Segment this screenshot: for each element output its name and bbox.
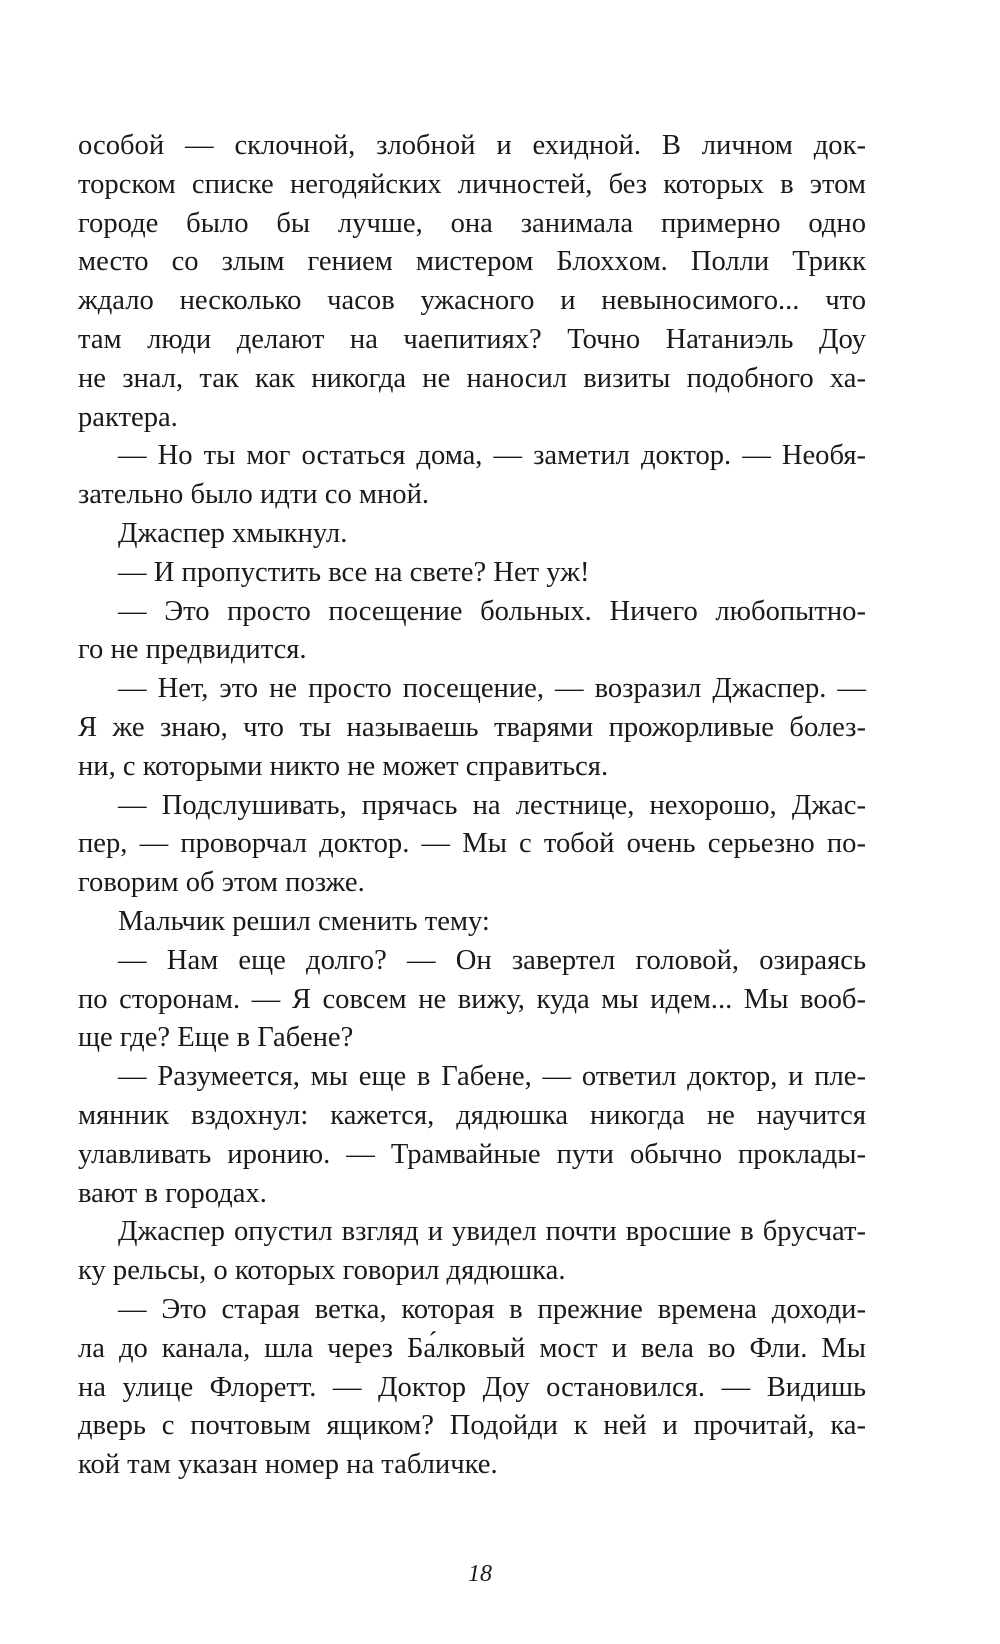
text-line: зательно было идти со мной. xyxy=(78,479,430,511)
text-line: по сторонам. — Я совсем не вижу, куда мы идем... Мы вооб- xyxy=(78,983,866,1015)
text-line: не знал, так как никогда не наносил визиты подобного ха- xyxy=(78,362,866,394)
text-line: говорим об этом позже. xyxy=(78,867,365,899)
text-line: — Нам еще долго? — Он завертел головой, озираясь xyxy=(118,944,866,976)
text-line: рактера. xyxy=(78,401,178,433)
text-line: го не предвидится. xyxy=(78,634,307,666)
text-line: Я же знаю, что ты называешь тварями прожорливые болез- xyxy=(78,711,866,743)
text-line: вают в городах. xyxy=(78,1177,267,1209)
text-line: — Нет, это не просто посещение, — возразил Джаспер. — xyxy=(118,673,866,705)
text-line: — Это просто посещение больных. Ничего любопытно- xyxy=(118,595,866,627)
text-line: — Это старая ветка, которая в прежние времена доходи- xyxy=(118,1293,866,1325)
text-line: дверь с почтовым ящиком? Подойди к ней и прочитай, ка- xyxy=(78,1410,866,1442)
text-line: ла до канала, шла через Ба́лковый мост и вела во Фли. Мы xyxy=(78,1332,866,1364)
text-line: Джаспер хмыкнул. xyxy=(118,517,348,549)
text-line: место со злым гением мистером Блохxом. Полли Трикк xyxy=(78,246,866,278)
text-line: — Разумеется, мы еще в Габене, — ответил доктор, и пле- xyxy=(118,1061,866,1093)
text-line: торском списке негодяйских личностей, без которых в этом xyxy=(78,168,866,200)
text-line: городе было бы лучше, она занимала примерно одно xyxy=(78,207,866,239)
text-line: на улице Флоретт. — Доктор Доу остановился. — Видишь xyxy=(78,1371,866,1403)
text-line: — И пропустить все на свете? Нет уж! xyxy=(118,556,590,588)
text-line: — Подслушивать, прячась на лестнице, нехорошо, Джас- xyxy=(118,789,866,821)
text-line: кой там указан номер на табличке. xyxy=(78,1449,498,1481)
text-line: Джаспер опустил взгляд и увидел почти вросшие в брусчат- xyxy=(118,1216,866,1248)
text-line: улавливать иронию. — Трамвайные пути обычно проклады- xyxy=(78,1138,866,1170)
text-line: ще где? Еще в Габене? xyxy=(78,1022,354,1054)
text-line: особой — склочной, злобной и ехидной. В личном док- xyxy=(78,130,866,161)
text-line: ку рельсы, о которых говорил дядюшка. xyxy=(78,1255,566,1287)
text-line: Мальчик решил сменить тему: xyxy=(118,905,490,937)
text-line: мянник вздохнул: кажется, дядюшка никогда не научится xyxy=(78,1099,866,1131)
page-number: 18 xyxy=(468,1561,492,1587)
text-line: пер, — проворчал доктор. — Мы с тобой очень серьезно по- xyxy=(78,828,866,860)
text-line: — Но ты мог остаться дома, — заметил доктор. — Необя- xyxy=(118,440,866,472)
text-line: ждало несколько часов ужасного и невыносимого... что xyxy=(78,285,866,317)
text-line: там люди делают на чаепитиях? Точно Натаниэль Доу xyxy=(78,323,866,355)
text-line: ни, с которыми никто не может справиться. xyxy=(78,750,609,782)
page-body-text xyxy=(78,127,866,1485)
